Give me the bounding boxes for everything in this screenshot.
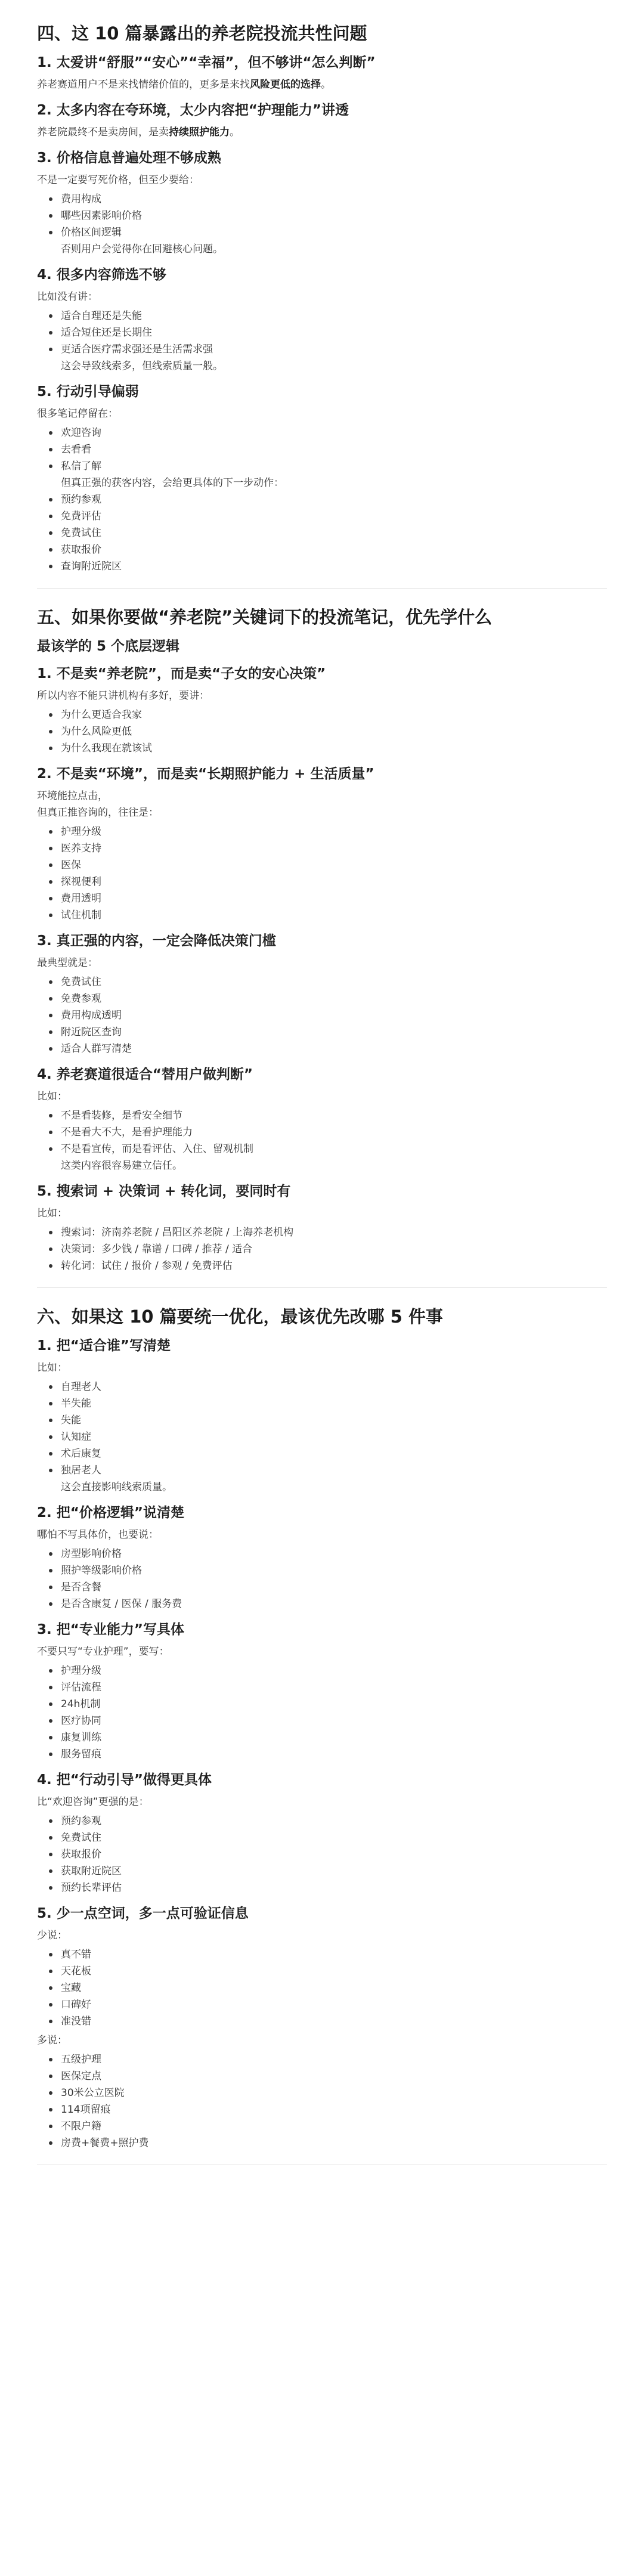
list-item: 适合自理还是失能 (37, 308, 607, 324)
list-item: 24h机制 (37, 1696, 607, 1713)
list-item: 房费+餐费+照护费 (37, 2135, 607, 2151)
list-item: 不是看宣传，而是看评估、入住、留观机制 (37, 1141, 607, 1157)
list-item: 预约参观 (37, 1813, 607, 1829)
list-item: 适合人群写清楚 (37, 1041, 607, 1057)
s5-q5-intro: 比如： (37, 1208, 67, 1219)
s6-q3-intro: 不要只写“专业护理”，要写： (37, 1646, 169, 1658)
s4-q5-heading: 5. 行动引导偏弱 (37, 384, 139, 400)
s6-q5-list-2 (37, 2051, 607, 2151)
list-item: 获取报价 (37, 1846, 607, 1863)
divider (37, 1287, 607, 1288)
s4-q5-intro: 很多笔记停留在： (37, 408, 118, 420)
s5-q4-intro: 比如： (37, 1091, 67, 1103)
s5-q1-intro: 所以内容不能只讲机构有多好，要讲： (37, 690, 209, 702)
list-continuation: 这类内容很容易建立信任。 (61, 1160, 182, 1172)
list-item: 五级护理 (37, 2051, 607, 2068)
list-item: 准没错 (37, 2013, 607, 2030)
list-item: 免费评估 (37, 508, 607, 525)
s4-q3-intro: 不是一定要写死价格，但至少要给： (37, 174, 199, 186)
s4-q2-text: 养老院最终不是卖房间，是卖持续照护能力。 (37, 126, 240, 138)
section-6-title: 六、如果这 10 篇要统一优化，最该优先改哪 5 件事 (37, 1306, 443, 1327)
list-item: 医疗协同 (37, 1713, 607, 1729)
list-item: 获取附近院区 (37, 1863, 607, 1880)
s5-q5-list (37, 1224, 607, 1274)
list-item: 是否含餐 (37, 1579, 607, 1596)
section-5-title: 五、如果你要做“养老院”关键词下的投流笔记，优先学什么 (37, 607, 493, 627)
s6-q4-heading: 4. 把“行动引导”做得更具体 (37, 1772, 212, 1788)
s6-q2-intro: 哪怕不写具体价，也要说： (37, 1529, 159, 1541)
s6-q3-list (37, 1662, 607, 1763)
list-item: 不是看大不大，是看护理能力 (37, 1124, 607, 1141)
s6-q4-intro: 比“欢迎咨询”更强的是： (37, 1796, 149, 1808)
list-item: 搜索词：济南养老院 / 昌阳区养老院 / 上海养老机构 (37, 1224, 607, 1241)
list-item: 天花板 (37, 1963, 607, 1980)
list-item: 转化词：试住 / 报价 / 参观 / 免费评估 (37, 1258, 607, 1274)
s5-q2-heading: 2. 不是卖“环境”，而是卖“长期照护能力 + 生活质量” (37, 766, 374, 782)
s6-q2-heading: 2. 把“价格逻辑”说清楚 (37, 1505, 184, 1521)
list-item: 房型影响价格 (37, 1546, 607, 1562)
s4-q4-list (37, 308, 607, 374)
list-item: 114项留痕 (37, 2101, 607, 2118)
list-item: 是否含康复 / 医保 / 服务费 (37, 1596, 607, 1612)
list-item: 预约长辈评估 (37, 1880, 607, 1896)
s5-q2-intro-2: 但真正推咨询的，往往是： (37, 807, 159, 819)
section-5-subtitle: 最该学的 5 个底层逻辑 (37, 639, 180, 654)
s5-q4-list (37, 1107, 607, 1174)
list-item: 探视便利 (37, 874, 607, 890)
list-item: 免费试住 (37, 525, 607, 541)
list-item: 自理老人 (37, 1379, 607, 1395)
list-item: 真不错 (37, 1946, 607, 1963)
list-item: 费用构成 (37, 191, 607, 208)
list-item: 半失能 (37, 1395, 607, 1412)
s5-q3-heading: 3. 真正强的内容，一定会降低决策门槛 (37, 933, 276, 949)
list-item: 欢迎咨询 (37, 425, 607, 441)
list-item: 不限户籍 (37, 2118, 607, 2135)
list-item: 医保 (37, 857, 607, 874)
list-item: 价格区间逻辑 (37, 224, 607, 241)
list-item: 评估流程 (37, 1679, 607, 1696)
list-item: 附近院区查询 (37, 1024, 607, 1041)
list-item: 失能 (37, 1412, 607, 1429)
s4-q4-heading: 4. 很多内容筛选不够 (37, 267, 166, 283)
list-item: 哪些因素影响价格 (37, 208, 607, 224)
s6-q1-heading: 1. 把“适合谁”写清楚 (37, 1338, 171, 1354)
list-item: 医养支持 (37, 840, 607, 857)
s6-q1-list (37, 1379, 607, 1496)
s6-q4-list (37, 1813, 607, 1896)
list-item: 护理分级 (37, 1662, 607, 1679)
s5-q3-list (37, 974, 607, 1057)
list-item: 康复训练 (37, 1729, 607, 1746)
list-item: 查询附近院区 (37, 558, 607, 575)
s4-q3-list (37, 191, 607, 258)
s6-q5-intro-1: 少说： (37, 1930, 67, 1942)
section-6 (37, 1305, 607, 2151)
s6-q5-list-1 (37, 1946, 607, 2030)
s4-q2-heading: 2. 太多内容在夸环境，太少内容把“护理能力”讲透 (37, 103, 349, 118)
s6-q1-intro: 比如： (37, 1362, 67, 1374)
divider (37, 588, 607, 589)
s5-q1-list (37, 707, 607, 757)
s5-q5-heading: 5. 搜索词 + 决策词 + 转化词，要同时有 (37, 1184, 291, 1199)
list-item: 为什么风险更低 (37, 723, 607, 740)
s5-q3-intro: 最典型就是： (37, 957, 98, 969)
list-item: 试住机制 (37, 907, 607, 924)
list-item: 私信了解 (37, 458, 607, 475)
s6-q3-heading: 3. 把“专业能力”写具体 (37, 1622, 184, 1637)
list-item: 为什么我现在就该试 (37, 740, 607, 757)
list-item: 照护等级影响价格 (37, 1562, 607, 1579)
list-item: 费用透明 (37, 890, 607, 907)
list-item: 预约参观 (37, 491, 607, 508)
list-item: 认知症 (37, 1429, 607, 1445)
s5-q2-intro-1: 环境能拉点击， (37, 790, 108, 802)
list-item: 获取报价 (37, 541, 607, 558)
list-item: 更适合医疗需求强还是生活需求强 (37, 341, 607, 358)
section-4 (37, 21, 607, 575)
list-continuation: 这会导致线索多，但线索质量一般。 (61, 360, 223, 372)
list-item: 免费试住 (37, 1829, 607, 1846)
list-item: 医保定点 (37, 2068, 607, 2085)
s4-q5-list (37, 425, 607, 575)
s4-q4-intro: 比如没有讲： (37, 291, 98, 303)
list-item: 免费参观 (37, 990, 607, 1007)
list-item: 费用构成透明 (37, 1007, 607, 1024)
list-continuation: 这会直接影响线索质量。 (61, 1481, 172, 1493)
list-continuation: 但真正强的获客内容，会给更具体的下一步动作： (61, 477, 284, 489)
s5-q2-list (37, 823, 607, 924)
list-item: 口碑好 (37, 1996, 607, 2013)
list-item: 独居老人 (37, 1462, 607, 1479)
list-item: 不是看装修，是看安全细节 (37, 1107, 607, 1124)
section-5 (37, 605, 607, 1274)
list-item: 适合短住还是长期住 (37, 324, 607, 341)
section-4-title: 四、这 10 篇暴露出的养老院投流共性问题 (37, 23, 367, 44)
list-item: 宝藏 (37, 1980, 607, 1996)
list-item: 去看看 (37, 441, 607, 458)
list-continuation: 否则用户会觉得你在回避核心问题。 (61, 243, 223, 255)
s5-q1-heading: 1. 不是卖“养老院”，而是卖“子女的安心决策” (37, 666, 326, 682)
list-item: 免费试住 (37, 974, 607, 990)
list-item: 护理分级 (37, 823, 607, 840)
s4-q1-heading: 1. 太爱讲“舒服”“安心”“幸福”，但不够讲“怎么判断” (37, 55, 376, 70)
list-item: 术后康复 (37, 1445, 607, 1462)
list-item: 为什么更适合我家 (37, 707, 607, 723)
list-item: 决策词：多少钱 / 靠谱 / 口碑 / 推荐 / 适合 (37, 1241, 607, 1258)
s4-q1-text: 养老赛道用户不是来找情绪价值的，更多是来找风险更低的选择。 (37, 79, 331, 91)
s6-q5-heading: 5. 少一点空词，多一点可验证信息 (37, 1906, 249, 1921)
list-item: 30米公立医院 (37, 2085, 607, 2101)
list-item: 服务留痕 (37, 1746, 607, 1763)
s6-q5-intro-2: 多说： (37, 2035, 67, 2046)
s4-q3-heading: 3. 价格信息普遍处理不够成熟 (37, 150, 221, 166)
s6-q2-list (37, 1546, 607, 1612)
s5-q4-heading: 4. 养老赛道很适合“替用户做判断” (37, 1067, 253, 1082)
